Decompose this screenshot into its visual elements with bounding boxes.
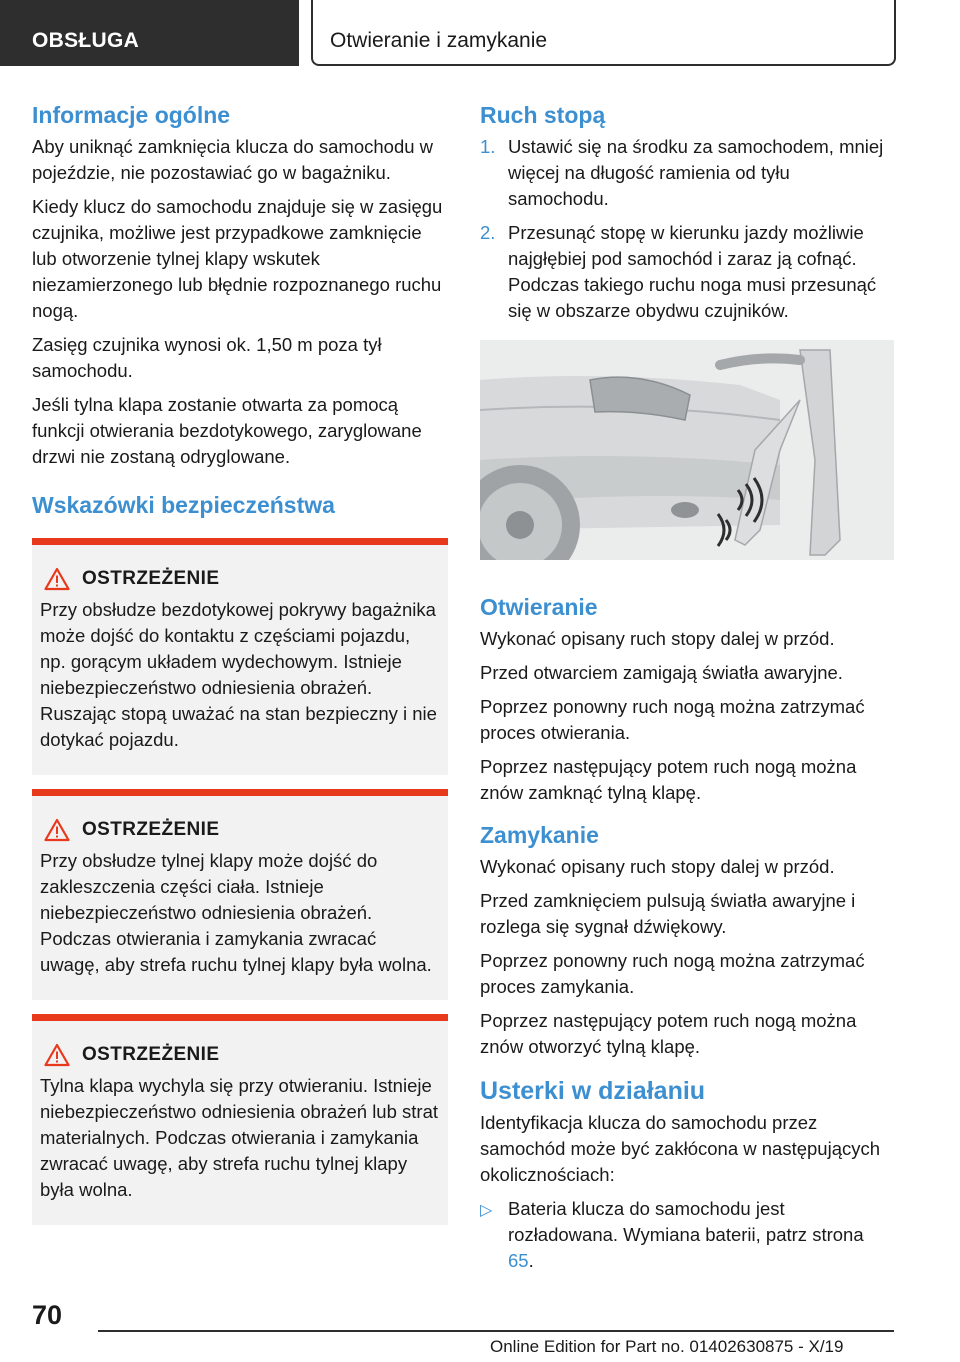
page-header	[0, 0, 960, 66]
footer-divider	[98, 1330, 894, 1332]
warning-box	[32, 1014, 448, 1225]
paragraph: Wykonać opisany ruch stopy dalej w przód.	[480, 628, 835, 649]
warning-header	[40, 1043, 440, 1067]
warning-box	[32, 538, 448, 775]
chapter-tab: Otwieranie i zamykanie	[311, 0, 896, 66]
step-text: Przesunąć stopę w kierunku jazdy możliwie najgłębiej pod samochód i zaraz ją cofnąć. Podczas takiego ruchu noga musi przesunąć się w obszarze obydwu czujników.	[508, 222, 877, 321]
step-list	[480, 134, 894, 324]
bullet-body: Bateria klucza do samochodu jest rozładowana. Wymiana baterii, patrz strona	[508, 1198, 864, 1245]
paragraph: Identyfikacja klucza do samochodu przez samochód może być zakłócona w następujących okolicznościach:	[480, 1112, 881, 1185]
warning-text: Przy obsłudze bezdotykowej pokrywy bagażnika może dojść do kontaktu z częściami pojazdu, np. gorącym układem wydechowym. Istnieje niebezpieczeństwo odniesienia obrażeń. Ruszając stopą uważać na stan bezpieczny i nie dotykać pojazdu.	[40, 599, 437, 750]
warning-text: Tylna klapa wychyla się przy otwieraniu. Istnieje niebezpieczeństwo odniesienia obrażeń lub strat materialnych. Podczas otwierania i zamykania zwracać uwagę, aby strefa ruchu tylnej klapy była wolna.	[40, 1075, 439, 1200]
paragraph: Poprzez ponowny ruch nogą można zatrzymać proces otwierania.	[480, 696, 865, 743]
closing-heading: Zamykanie	[480, 822, 599, 848]
warning-label: OSTRZEŻENIE	[82, 568, 220, 589]
warning-triangle-icon	[44, 818, 70, 842]
edition-info: Online Edition for Part no. 01402630875 - X/19	[490, 1337, 844, 1356]
section-tab: OBSŁUGA	[0, 0, 299, 66]
warning-header	[40, 818, 440, 842]
warning-triangle-icon	[44, 567, 70, 591]
foot-motion-heading: Ruch stopą	[480, 102, 606, 128]
step-item	[480, 134, 894, 212]
warning-label: OSTRZEŻENIE	[82, 1044, 220, 1065]
paragraph: Zasięg czujnika wynosi ok. 1,50 m poza tył samochodu.	[32, 334, 382, 381]
step-number: 1.	[480, 136, 496, 157]
step-item	[480, 220, 894, 324]
car-rear-drawing	[480, 340, 894, 560]
paragraph: Jeśli tylna klapa zostanie otwarta za pomocą funkcji otwierania bezdotykowego, zaryglowane drzwi nie zostaną odryglowane.	[32, 394, 422, 467]
right-column	[480, 100, 894, 1274]
triangle-right-icon: ▷	[480, 1202, 493, 1219]
warning-header	[40, 567, 440, 591]
paragraph: Poprzez następujący potem ruch nogą można znów otworzyć tylną klapę.	[480, 1010, 857, 1057]
opening-heading: Otwieranie	[480, 594, 598, 620]
page-number: 70	[32, 1300, 63, 1330]
list-item	[480, 1196, 894, 1274]
step-number: 2.	[480, 222, 496, 243]
warning-text: Przy obsłudze tylnej klapy może dojść do zakleszczenia części ciała. Istnieje niebezpieczeństwo odniesienia obrażeń. Podczas otwierania i zamykania zwracać uwagę, aby strefa ruchu tylnej klapy była wolna.	[40, 850, 432, 975]
left-column	[32, 100, 448, 1225]
paragraph: Poprzez ponowny ruch nogą można zatrzymać proces zamykania.	[480, 950, 865, 997]
warning-box	[32, 789, 448, 1000]
paragraph: Przed otwarciem zamigają światła awaryjne.	[480, 662, 843, 683]
safety-heading: Wskazówki bezpieczeństwa	[32, 492, 335, 518]
bullet-text	[508, 1196, 894, 1274]
foot-sensor-illustration	[480, 340, 894, 560]
paragraph: Wykonać opisany ruch stopy dalej w przód.	[480, 856, 835, 877]
warning-label: OSTRZEŻENIE	[82, 819, 220, 840]
paragraph: Aby uniknąć zamknięcia klucza do samochodu w pojeździe, nie pozostawiać go w bagażniku.	[32, 136, 434, 183]
bullet-end: .	[528, 1250, 534, 1271]
malfunction-heading: Usterki w działaniu	[480, 1077, 706, 1105]
page-reference-link[interactable]: 65	[508, 1250, 529, 1271]
paragraph: Kiedy klucz do samochodu znajduje się w zasięgu czujnika, możliwe jest przypadkowe zamknięcie lub otworzenie tylnej klapy wskutek niezamierzonego lub błędnie rozpoznanego ruchu nogą.	[32, 196, 443, 321]
bullet-list	[480, 1196, 894, 1274]
step-text: Ustawić się na środku za samochodem, mniej więcej na długość ramienia od tyłu samochodu.	[508, 136, 884, 209]
general-info-heading: Informacje ogólne	[32, 102, 231, 128]
paragraph: Przed zamknięciem pulsują światła awaryjne i rozlega się sygnał dźwiękowy.	[480, 890, 856, 937]
paragraph: Poprzez następujący potem ruch nogą można znów zamknąć tylną klapę.	[480, 756, 857, 803]
warning-triangle-icon	[44, 1043, 70, 1067]
